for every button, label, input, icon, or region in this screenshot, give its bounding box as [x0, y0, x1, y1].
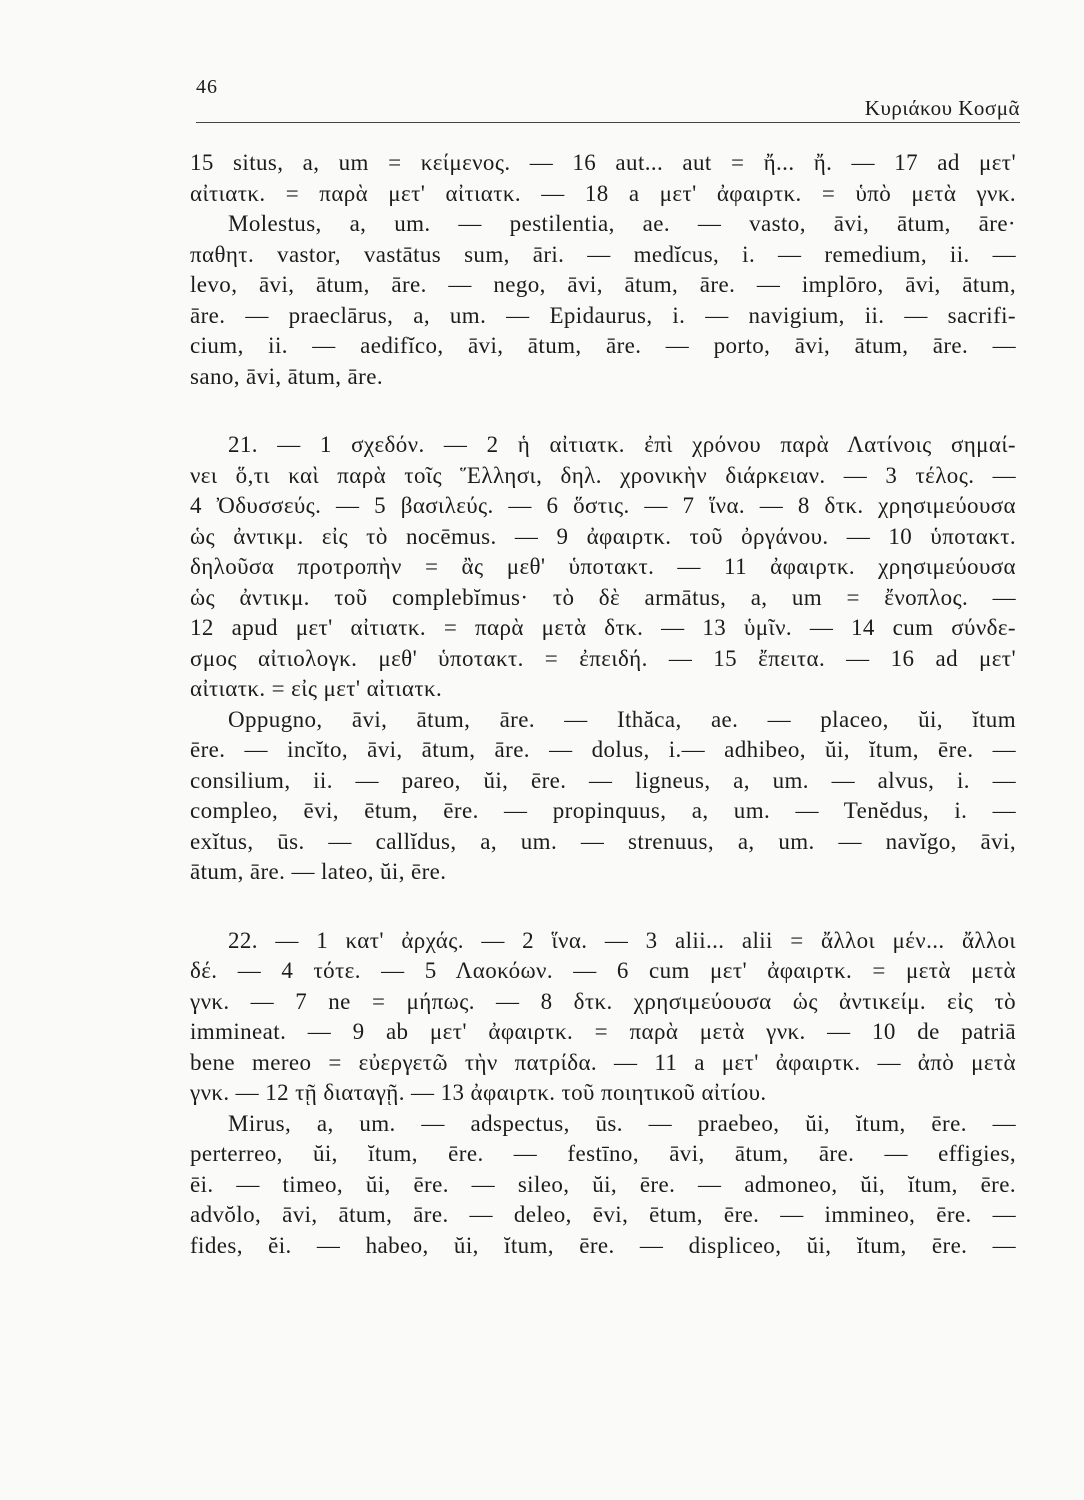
text-line: ātum, āre. — lateo, ŭi, ēre. [190, 859, 447, 884]
text-line: exĭtus, ūs. — callĭdus, a, um. — strenuus, a, um. — navĭgo, āvi, [190, 828, 1016, 854]
page-header [196, 76, 1020, 123]
text-line: advŏlo, āvi, ātum, āre. — deleo, ēvi, ētum, ēre. — immineo, ēre. — [190, 1202, 1016, 1227]
text-line: levo, āvi, ātum, āre. — nego, āvi, ātum, āre. — implōro, āvi, ātum, [190, 272, 1016, 297]
text-line: 12 apud μετ' αἰτιατκ. = παρὰ μετὰ δτκ. — 13 ὑμῖν. — 14 cum σύνδε- [190, 615, 1016, 640]
text-line: 15 situs, a, um = κείμενος. — 16 aut... aut = ἤ... ἤ. — 17 ad μετ' [190, 150, 1016, 175]
text-line: sano, āvi, ātum, āre. [190, 363, 383, 389]
text-line: fides, ĕi. — habeo, ŭi, ĭtum, ēre. — displiceo, ŭi, ĭtum, ēre. — [190, 1232, 1016, 1258]
section-s22 [190, 926, 1016, 1262]
text-line: σμος αἰτιολογκ. μεθ' ὑποτακτ. = ἐπειδή. — 15 ἔπειτα. — 16 ad μετ' [190, 645, 1016, 671]
text-line: ὡς ἀντικμ. εἰς τὸ nocēmus. — 9 ἀφαιρτκ. τοῦ ὀργάνου. — 10 ὑποτακτ. [190, 523, 1016, 549]
text-line: νει ὅ,τι καὶ παρὰ τοῖς Ἕλλησι, δηλ. χρονικὴν διάρκειαν. — 3 τέλος. — [190, 462, 1016, 488]
section-s15 [190, 148, 1016, 392]
text-line: immineat. — 9 ab μετ' ἀφαιρτκ. = παρὰ μετὰ γνκ. — 10 de patriā [190, 1019, 1016, 1044]
text-line: consilium, ii. — pareo, ŭi, ēre. — ligneus, a, um. — alvus, i. — [190, 767, 1016, 793]
text-line: Molestus, a, um. — pestilentia, ae. — vasto, āvi, ātum, āre· [228, 211, 1016, 236]
text-line: bene mereo = εὐεργετῶ τὴν πατρίδα. — 11 a μετ' ἀφαιρτκ. — ἀπὸ μετὰ [190, 1049, 1016, 1075]
text-line: āre. — praeclārus, a, um. — Epidaurus, i. — navigium, ii. — sacrifi- [190, 302, 1016, 328]
running-head: Κυριάκου Κοσμᾶ [864, 96, 1020, 120]
text-line: ēre. — incĭto, āvi, ātum, āre. — dolus, i.— adhibeo, ŭi, ĭtum, ēre. — [190, 737, 1016, 762]
text-line: δηλοῦσα προτροπὴν = ἂς μεθ' ὑποτακτ. — 11 ἀφαιρτκ. χρησιμεύουσα [190, 554, 1016, 579]
text-line: 21. — 1 σχεδόν. — 2 ἡ αἰτιατκ. ἐπὶ χρόνου παρὰ Λατίνοις σημαί- [228, 432, 1016, 457]
text-line: γνκ. — 12 τῇ διαταγῇ. — 13 ἀφαιρτκ. τοῦ ποιητικοῦ αἰτίου. [190, 1080, 767, 1105]
text-line: δέ. — 4 τότε. — 5 Λαοκόων. — 6 cum μετ' ἀφαιρτκ. = μετὰ μετὰ [190, 958, 1016, 983]
section-s21 [190, 430, 1016, 888]
text-line: Mirus, a, um. — adspectus, ūs. — praebeo, ŭi, ĭtum, ēre. — [228, 1110, 1016, 1136]
text-line: perterreo, ŭi, ĭtum, ēre. — festīno, āvi, ātum, āre. — effigies, [190, 1141, 1016, 1166]
text-line: Oppugno, āvi, ātum, āre. — Ithăca, ae. — placeo, ŭi, ĭtum [228, 706, 1016, 732]
text-line: αἰτιατκ. = παρὰ μετ' αἰτιατκ. — 18 a μετ' ἀφαιρτκ. = ὑπὸ μετὰ γνκ. [190, 180, 1016, 206]
text-line: compleo, ēvi, ētum, ēre. — propinquus, a, um. — Tenĕdus, i. — [190, 798, 1016, 823]
text-line: αἰτιατκ. = εἰς μετ' αἰτιατκ. [190, 676, 443, 701]
section-gap [190, 888, 1016, 926]
text-line: γνκ. — 7 ne = μήπως. — 8 δτκ. χρησιμεύουσα ὡς ἀντικείμ. εἰς τὸ [190, 988, 1016, 1014]
text-line: cium, ii. — aedifĭco, āvi, ātum, āre. — porto, āvi, ātum, āre. — [190, 333, 1016, 358]
text-line: 22. — 1 κατ' ἀρχάς. — 2 ἵνα. — 3 alii... alii = ἄλλοι μέν... ἄλλοι [228, 927, 1016, 953]
body-text [190, 148, 1016, 1261]
text-line: 4 Ὀδυσσεύς. — 5 βασιλεύς. — 6 ὅστις. — 7 ἵνα. — 8 δτκ. χρησιμεύουσα [190, 493, 1016, 518]
text-line: ēi. — timeo, ŭi, ēre. — sileo, ŭi, ēre. — admoneo, ŭi, ĭtum, ēre. [190, 1171, 1016, 1197]
text-line: παθητ. vastor, vastātus sum, āri. — medĭcus, i. — remedium, ii. — [190, 241, 1016, 267]
page-number: 46 [196, 76, 218, 98]
section-gap [190, 392, 1016, 430]
text-line: ὡς ἀντικμ. τοῦ complebĭmus· τὸ δὲ armātus, a, um = ἔνοπλος. — [190, 584, 1016, 610]
